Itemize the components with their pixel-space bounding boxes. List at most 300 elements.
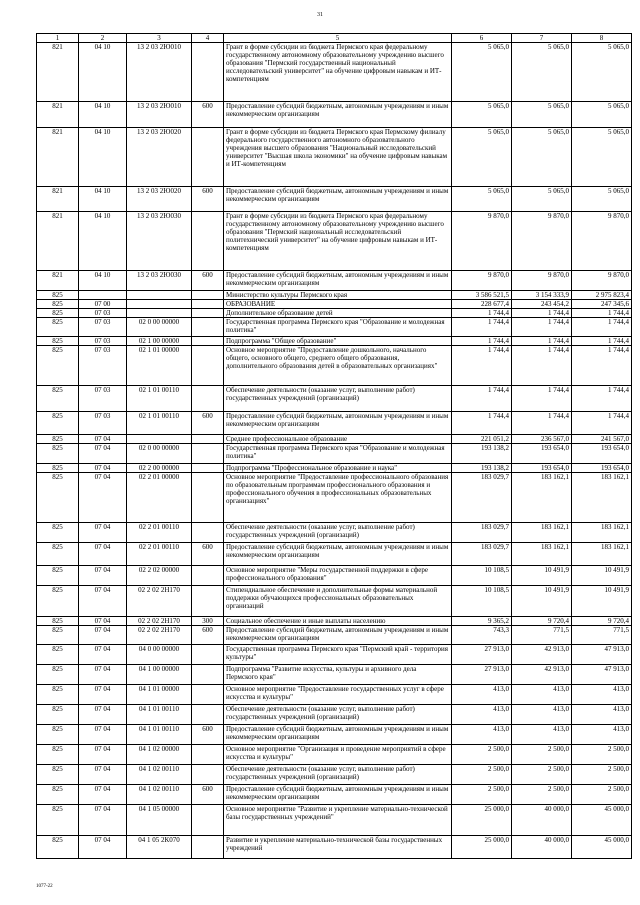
amount-col-6: 183 029,7 <box>452 543 512 566</box>
agency-code: 825 <box>37 665 79 685</box>
item-name: Предоставление субсидий бюджетным, автономным учреждениям и иным некоммерческим организациям <box>224 543 452 566</box>
amount-col-8: 1 744,4 <box>572 386 632 412</box>
agency-code: 821 <box>37 212 79 271</box>
target-article-code <box>127 435 192 444</box>
target-article-code: 13 2 03 2Ю020 <box>127 128 192 187</box>
section-code: 07 04 <box>79 435 127 444</box>
target-article-code: 04 1 05 2К070 <box>127 836 192 859</box>
agency-code: 825 <box>37 346 79 386</box>
section-code: 07 04 <box>79 765 127 785</box>
amount-col-8: 771,5 <box>572 626 632 645</box>
expense-type-code <box>192 685 224 705</box>
table-row <box>37 665 632 685</box>
agency-code: 825 <box>37 705 79 725</box>
amount-col-6: 193 138,2 <box>452 444 512 464</box>
item-name: Грант в форме субсидии из бюджета Пермского края Пермскому филиалу федерального государственного автономного образовательного учреждения высшего образования "Национальный исследовательский университет "Высшая школа экономики" на обучение цифровым навыкам и ИТ-компетенциям <box>224 128 452 187</box>
item-name: Обеспечение деятельности (оказание услуг, выполнение работ) государственных учреждений (организаций) <box>224 765 452 785</box>
amount-col-7: 10 491,9 <box>512 566 572 586</box>
table-row <box>37 617 632 626</box>
expense-type-code <box>192 43 224 102</box>
target-article-code: 04 1 01 00000 <box>127 685 192 705</box>
column-header: 2 <box>79 34 127 43</box>
table-row <box>37 725 632 745</box>
amount-col-8: 1 744,4 <box>572 318 632 337</box>
item-name: Предоставление субсидий бюджетным, автономным учреждениям и иным некоммерческим организациям <box>224 102 452 128</box>
item-name: Основное мероприятие "Предоставление профессионального образования по образовательным программам профессионального образования и профессионального обучения в профессиональных образовательных организациях" <box>224 473 452 523</box>
amount-col-7: 236 567,0 <box>512 435 572 444</box>
amount-col-6: 1 744,4 <box>452 337 512 346</box>
amount-col-8: 413,0 <box>572 705 632 725</box>
amount-col-8: 9 720,4 <box>572 617 632 626</box>
amount-col-7: 9 720,4 <box>512 617 572 626</box>
amount-col-6: 3 586 521,5 <box>452 291 512 300</box>
expense-type-code <box>192 523 224 543</box>
amount-col-8: 183 162,1 <box>572 473 632 523</box>
amount-col-7: 1 744,4 <box>512 412 572 435</box>
item-name: Предоставление субсидий бюджетным, автономным учреждениям и иным некоммерческим организациям <box>224 785 452 805</box>
amount-col-8: 47 913,0 <box>572 645 632 665</box>
target-article-code: 04 1 02 00000 <box>127 745 192 765</box>
agency-code: 825 <box>37 300 79 309</box>
amount-col-6: 183 029,7 <box>452 523 512 543</box>
table-row <box>37 43 632 102</box>
agency-code: 825 <box>37 765 79 785</box>
amount-col-8: 2 500,0 <box>572 785 632 805</box>
agency-code: 825 <box>37 337 79 346</box>
column-header: 4 <box>192 34 224 43</box>
amount-col-7: 243 454,2 <box>512 300 572 309</box>
agency-code: 821 <box>37 187 79 212</box>
item-name: Подпрограмма "Развитие искусства, культуры и архивного дела Пермского края" <box>224 665 452 685</box>
item-name: Обеспечение деятельности (оказание услуг, выполнение работ) государственных учреждений (организаций) <box>224 523 452 543</box>
section-code: 07 03 <box>79 318 127 337</box>
expense-type-code <box>192 309 224 318</box>
table-row <box>37 300 632 309</box>
amount-col-6: 221 051,2 <box>452 435 512 444</box>
amount-col-7: 2 500,0 <box>512 785 572 805</box>
column-header: 3 <box>127 34 192 43</box>
item-name: Государственная программа Пермского края "Образование и молодежная политика" <box>224 444 452 464</box>
amount-col-6: 10 108,5 <box>452 586 512 617</box>
table-row <box>37 412 632 435</box>
table-row <box>37 566 632 586</box>
table-row <box>37 212 632 271</box>
expense-type-code: 600 <box>192 785 224 805</box>
footer-code: 1077-22 <box>36 884 53 889</box>
agency-code: 825 <box>37 473 79 523</box>
item-name: Подпрограмма "Профессиональное образование и наука" <box>224 464 452 473</box>
amount-col-8: 9 870,0 <box>572 271 632 291</box>
amount-col-6: 2 500,0 <box>452 785 512 805</box>
expense-type-code: 600 <box>192 412 224 435</box>
expense-type-code: 600 <box>192 543 224 566</box>
amount-col-7: 183 162,1 <box>512 543 572 566</box>
table-row <box>37 805 632 836</box>
item-name: Основное мероприятие "Развитие и укрепление материально-технической базы государственных учреждений" <box>224 805 452 836</box>
item-name: Обеспечение деятельности (оказание услуг, выполнение работ) государственных учреждений (организаций) <box>224 386 452 412</box>
section-code: 07 04 <box>79 725 127 745</box>
item-name: Стипендиальное обеспечение и дополнительные формы материальной поддержки обучающихся профессиональных образовательных организаций <box>224 586 452 617</box>
agency-code: 825 <box>37 291 79 300</box>
amount-col-7: 9 870,0 <box>512 271 572 291</box>
amount-col-7: 5 065,0 <box>512 102 572 128</box>
agency-code: 825 <box>37 386 79 412</box>
table-row <box>37 271 632 291</box>
amount-col-6: 5 065,0 <box>452 187 512 212</box>
item-name: Предоставление субсидий бюджетным, автономным учреждениям и иным некоммерческим организациям <box>224 626 452 645</box>
item-name: Основное мероприятие "Предоставление государственных услуг в сфере искусства и культуры" <box>224 685 452 705</box>
section-code: 04 10 <box>79 187 127 212</box>
amount-col-7: 413,0 <box>512 725 572 745</box>
amount-col-8: 193 654,0 <box>572 444 632 464</box>
target-article-code <box>127 300 192 309</box>
amount-col-6: 1 744,4 <box>452 309 512 318</box>
section-code: 07 04 <box>79 626 127 645</box>
expense-type-code <box>192 665 224 685</box>
target-article-code: 02 2 02 2Н170 <box>127 626 192 645</box>
section-code: 04 10 <box>79 271 127 291</box>
target-article-code <box>127 291 192 300</box>
table-row <box>37 523 632 543</box>
amount-col-6: 1 744,4 <box>452 346 512 386</box>
target-article-code: 02 1 00 00000 <box>127 337 192 346</box>
amount-col-8: 5 065,0 <box>572 43 632 102</box>
table-row <box>37 543 632 566</box>
amount-col-8: 241 567,0 <box>572 435 632 444</box>
column-header: 6 <box>452 34 512 43</box>
amount-col-6: 25 000,0 <box>452 836 512 859</box>
amount-col-7: 42 913,0 <box>512 665 572 685</box>
target-article-code: 13 2 03 2Ю030 <box>127 212 192 271</box>
section-code: 07 04 <box>79 805 127 836</box>
section-code: 07 04 <box>79 685 127 705</box>
target-article-code: 04 1 01 00110 <box>127 725 192 745</box>
amount-col-7: 1 744,4 <box>512 318 572 337</box>
table-row <box>37 444 632 464</box>
table-row <box>37 187 632 212</box>
table-row <box>37 318 632 337</box>
amount-col-7: 1 744,4 <box>512 337 572 346</box>
item-name: Государственная программа Пермского края "Образование и молодежная политика" <box>224 318 452 337</box>
section-code: 07 04 <box>79 785 127 805</box>
agency-code: 825 <box>37 435 79 444</box>
amount-col-7: 1 744,4 <box>512 309 572 318</box>
item-name: Среднее профессиональное образование <box>224 435 452 444</box>
amount-col-6: 2 500,0 <box>452 765 512 785</box>
amount-col-7: 3 154 333,9 <box>512 291 572 300</box>
agency-code: 821 <box>37 128 79 187</box>
section-code: 07 04 <box>79 645 127 665</box>
page-number: 31 <box>317 12 323 18</box>
target-article-code: 02 2 00 00000 <box>127 464 192 473</box>
table-row <box>37 785 632 805</box>
amount-col-8: 1 744,4 <box>572 337 632 346</box>
agency-code: 825 <box>37 745 79 765</box>
target-article-code: 02 2 02 00000 <box>127 566 192 586</box>
section-code: 07 04 <box>79 745 127 765</box>
table-row <box>37 586 632 617</box>
amount-col-6: 1 744,4 <box>452 318 512 337</box>
amount-col-7: 1 744,4 <box>512 386 572 412</box>
target-article-code: 04 1 02 00110 <box>127 765 192 785</box>
column-header: 1 <box>37 34 79 43</box>
target-article-code: 13 2 03 2Ю030 <box>127 271 192 291</box>
amount-col-8: 247 345,6 <box>572 300 632 309</box>
expense-type-code <box>192 836 224 859</box>
table-row <box>37 464 632 473</box>
amount-col-7: 40 000,0 <box>512 805 572 836</box>
section-code: 07 03 <box>79 346 127 386</box>
expense-type-code <box>192 745 224 765</box>
agency-code: 825 <box>37 645 79 665</box>
item-name: Предоставление субсидий бюджетным, автономным учреждениям и иным некоммерческим организациям <box>224 725 452 745</box>
amount-col-8: 193 654,0 <box>572 464 632 473</box>
amount-col-8: 10 491,9 <box>572 586 632 617</box>
item-name: Предоставление субсидий бюджетным, автономным учреждениям и иным некоммерческим организациям <box>224 412 452 435</box>
amount-col-7: 5 065,0 <box>512 187 572 212</box>
target-article-code: 04 1 00 00000 <box>127 665 192 685</box>
expense-type-code: 600 <box>192 102 224 128</box>
table-row <box>37 473 632 523</box>
table-row <box>37 346 632 386</box>
target-article-code: 02 1 01 00000 <box>127 346 192 386</box>
amount-col-7: 42 913,0 <box>512 645 572 665</box>
section-code: 07 04 <box>79 566 127 586</box>
section-code: 07 04 <box>79 665 127 685</box>
item-name: Грант в форме субсидии из бюджета Пермского края федеральному государственному автономному образовательному учреждению высшего образования "Пермский государственный национальный исследовательский университет" на обучение цифровым навыкам и ИТ-компетенциям <box>224 43 452 102</box>
section-code: 07 00 <box>79 300 127 309</box>
amount-col-6: 5 065,0 <box>452 102 512 128</box>
amount-col-8: 2 500,0 <box>572 765 632 785</box>
target-article-code: 04 1 01 00110 <box>127 705 192 725</box>
target-article-code: 02 2 02 2Н170 <box>127 586 192 617</box>
agency-code: 825 <box>37 543 79 566</box>
agency-code: 825 <box>37 617 79 626</box>
table-row <box>37 765 632 785</box>
expense-type-code <box>192 464 224 473</box>
target-article-code: 02 0 00 00000 <box>127 444 192 464</box>
target-article-code: 02 2 01 00110 <box>127 543 192 566</box>
amount-col-7: 2 500,0 <box>512 765 572 785</box>
amount-col-7: 2 500,0 <box>512 745 572 765</box>
amount-col-8: 413,0 <box>572 685 632 705</box>
item-name: Основное мероприятие "Предоставление дошкольного, начального общего, основного общего, среднего общего образования, дополнительного образования детей в образовательных организациях" <box>224 346 452 386</box>
expense-type-code <box>192 645 224 665</box>
amount-col-6: 413,0 <box>452 685 512 705</box>
section-code: 07 03 <box>79 309 127 318</box>
amount-col-7: 10 491,9 <box>512 586 572 617</box>
item-name: Грант в форме субсидии из бюджета Пермского края федеральному государственному автономному образовательному учреждению высшего образования "Пермский национальный исследовательский политехнический университет" на обучение цифровым навыкам и ИТ-компетенциям <box>224 212 452 271</box>
agency-code: 825 <box>37 685 79 705</box>
amount-col-6: 9 365,2 <box>452 617 512 626</box>
agency-code: 825 <box>37 805 79 836</box>
amount-col-6: 2 500,0 <box>452 745 512 765</box>
agency-code: 821 <box>37 271 79 291</box>
amount-col-8: 1 744,4 <box>572 412 632 435</box>
expense-type-code <box>192 300 224 309</box>
target-article-code: 02 0 00 00000 <box>127 318 192 337</box>
agency-code: 821 <box>37 102 79 128</box>
amount-col-8: 45 000,0 <box>572 836 632 859</box>
agency-code: 825 <box>37 785 79 805</box>
amount-col-7: 5 065,0 <box>512 43 572 102</box>
amount-col-8: 413,0 <box>572 725 632 745</box>
expense-type-code <box>192 291 224 300</box>
expense-type-code <box>192 473 224 523</box>
section-code: 07 04 <box>79 444 127 464</box>
expense-type-code: 600 <box>192 187 224 212</box>
expense-type-code <box>192 805 224 836</box>
expense-type-code <box>192 346 224 386</box>
amount-col-7: 40 000,0 <box>512 836 572 859</box>
amount-col-6: 5 065,0 <box>452 128 512 187</box>
agency-code: 825 <box>37 318 79 337</box>
amount-col-7: 771,5 <box>512 626 572 645</box>
amount-col-8: 5 065,0 <box>572 102 632 128</box>
amount-col-6: 27 913,0 <box>452 645 512 665</box>
agency-code: 825 <box>37 586 79 617</box>
amount-col-7: 413,0 <box>512 705 572 725</box>
section-code: 07 04 <box>79 617 127 626</box>
amount-col-8: 183 162,1 <box>572 543 632 566</box>
agency-code: 825 <box>37 523 79 543</box>
item-name: Подпрограмма "Общее образование" <box>224 337 452 346</box>
amount-col-8: 5 065,0 <box>572 128 632 187</box>
table-row <box>37 386 632 412</box>
table-row <box>37 645 632 665</box>
agency-code: 825 <box>37 566 79 586</box>
section-code <box>79 291 127 300</box>
item-name: Дополнительное образование детей <box>224 309 452 318</box>
agency-code: 825 <box>37 309 79 318</box>
target-article-code <box>127 309 192 318</box>
amount-col-8: 1 744,4 <box>572 309 632 318</box>
expense-type-code <box>192 444 224 464</box>
expense-type-code <box>192 128 224 187</box>
target-article-code: 04 0 00 00000 <box>127 645 192 665</box>
column-header: 7 <box>512 34 572 43</box>
expense-type-code <box>192 566 224 586</box>
item-name: ОБРАЗОВАНИЕ <box>224 300 452 309</box>
section-code: 07 03 <box>79 337 127 346</box>
amount-col-7: 193 654,0 <box>512 444 572 464</box>
section-code: 07 03 <box>79 386 127 412</box>
amount-col-8: 2 975 823,4 <box>572 291 632 300</box>
section-code: 07 04 <box>79 543 127 566</box>
amount-col-6: 193 138,2 <box>452 464 512 473</box>
section-code: 04 10 <box>79 212 127 271</box>
expense-type-code: 300 <box>192 617 224 626</box>
amount-col-7: 413,0 <box>512 685 572 705</box>
amount-col-8: 9 870,0 <box>572 212 632 271</box>
table-row <box>37 745 632 765</box>
section-code: 07 04 <box>79 523 127 543</box>
expense-type-code <box>192 386 224 412</box>
amount-col-6: 743,3 <box>452 626 512 645</box>
column-header: 5 <box>224 34 452 43</box>
amount-col-7: 193 654,0 <box>512 464 572 473</box>
item-name: Основное мероприятие "Организация и проведение мероприятий в сфере искусства и культуры" <box>224 745 452 765</box>
expense-type-code: 600 <box>192 271 224 291</box>
column-header: 8 <box>572 34 632 43</box>
expense-type-code <box>192 318 224 337</box>
table-row <box>37 309 632 318</box>
expense-type-code <box>192 586 224 617</box>
expense-type-code <box>192 765 224 785</box>
target-article-code: 13 2 03 2Ю010 <box>127 102 192 128</box>
table-row <box>37 128 632 187</box>
expense-type-code: 600 <box>192 626 224 645</box>
agency-code: 825 <box>37 444 79 464</box>
section-code: 07 04 <box>79 464 127 473</box>
target-article-code: 02 2 01 00110 <box>127 523 192 543</box>
target-article-code: 04 1 02 00110 <box>127 785 192 805</box>
amount-col-6: 5 065,0 <box>452 43 512 102</box>
amount-col-6: 27 913,0 <box>452 665 512 685</box>
section-code: 07 04 <box>79 473 127 523</box>
amount-col-8: 183 162,1 <box>572 523 632 543</box>
table-row <box>37 337 632 346</box>
amount-col-6: 413,0 <box>452 705 512 725</box>
amount-col-6: 183 029,7 <box>452 473 512 523</box>
amount-col-6: 10 108,5 <box>452 566 512 586</box>
item-name: Обеспечение деятельности (оказание услуг, выполнение работ) государственных учреждений (организаций) <box>224 705 452 725</box>
expense-type-code: 600 <box>192 725 224 745</box>
item-name: Государственная программа Пермского края "Пермский край - территория культуры" <box>224 645 452 665</box>
amount-col-8: 1 744,4 <box>572 346 632 386</box>
item-name: Предоставление субсидий бюджетным, автономным учреждениям и иным некоммерческим организациям <box>224 187 452 212</box>
target-article-code: 13 2 03 2Ю010 <box>127 43 192 102</box>
amount-col-8: 2 500,0 <box>572 745 632 765</box>
table-row <box>37 291 632 300</box>
agency-code: 821 <box>37 43 79 102</box>
expense-type-code <box>192 212 224 271</box>
target-article-code: 02 1 01 00110 <box>127 386 192 412</box>
expense-type-code <box>192 705 224 725</box>
agency-code: 825 <box>37 836 79 859</box>
item-name: Основное мероприятие "Меры государственной поддержки в сфере профессионального образования" <box>224 566 452 586</box>
table-row <box>37 705 632 725</box>
amount-col-8: 5 065,0 <box>572 187 632 212</box>
table-row <box>37 626 632 645</box>
table-row <box>37 685 632 705</box>
budget-table <box>36 33 632 859</box>
item-name: Развитие и укрепление материально-технической базы государственных учреждений <box>224 836 452 859</box>
amount-col-7: 183 162,1 <box>512 473 572 523</box>
column-number-row <box>37 34 632 43</box>
section-code: 07 04 <box>79 586 127 617</box>
expense-type-code <box>192 337 224 346</box>
amount-col-7: 183 162,1 <box>512 523 572 543</box>
item-name: Министерство культуры Пермского края <box>224 291 452 300</box>
expense-type-code <box>192 435 224 444</box>
table-row <box>37 836 632 859</box>
amount-col-6: 413,0 <box>452 725 512 745</box>
agency-code: 825 <box>37 464 79 473</box>
agency-code: 825 <box>37 725 79 745</box>
section-code: 07 03 <box>79 412 127 435</box>
amount-col-6: 1 744,4 <box>452 412 512 435</box>
target-article-code: 04 1 05 00000 <box>127 805 192 836</box>
amount-col-6: 228 677,4 <box>452 300 512 309</box>
section-code: 07 04 <box>79 705 127 725</box>
amount-col-6: 1 744,4 <box>452 386 512 412</box>
amount-col-7: 9 870,0 <box>512 212 572 271</box>
target-article-code: 02 2 01 00000 <box>127 473 192 523</box>
section-code: 04 10 <box>79 102 127 128</box>
table-row <box>37 102 632 128</box>
agency-code: 825 <box>37 412 79 435</box>
